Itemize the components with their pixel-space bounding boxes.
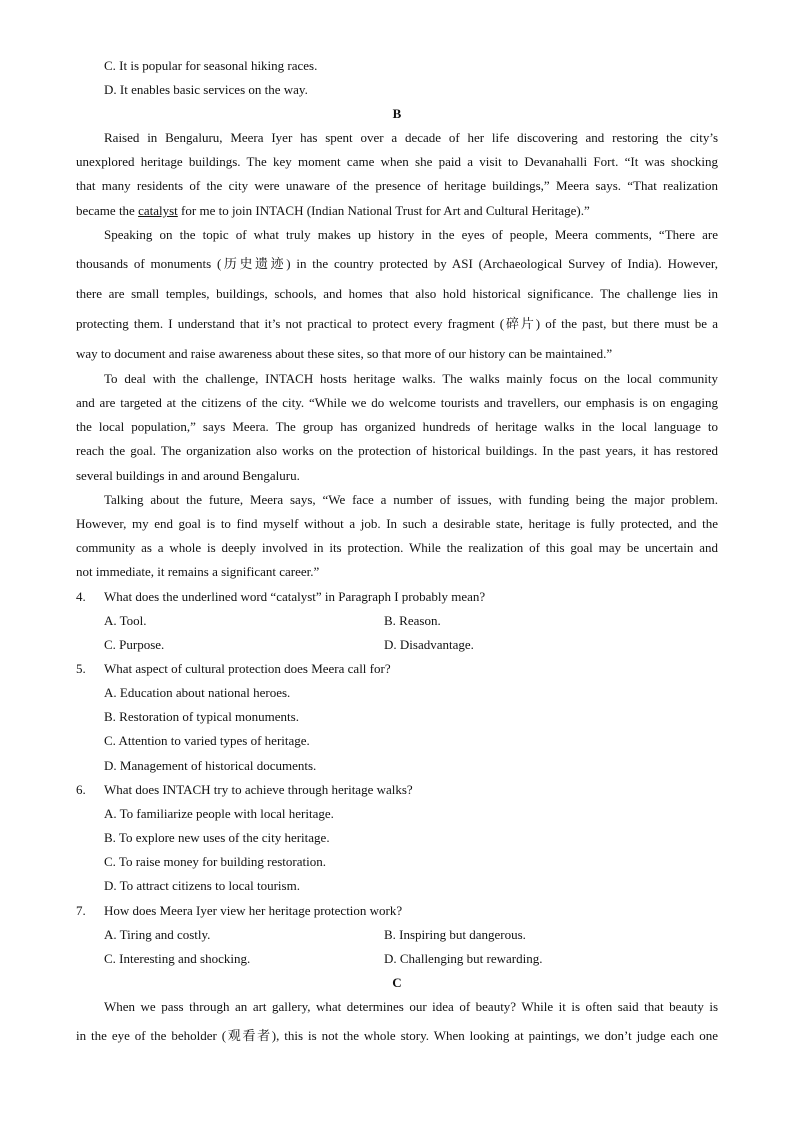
paragraph-3-line: reach the goal. The organization also works on the protection of historical buildings. In the past years, it has restored [76,443,718,458]
paragraph-2-line: protecting them. I understand that it’s not practical to protect every fragment (碎片) of the past, but there must be a [76,316,718,331]
answer-option-a: A. To familiarize people with local heritage. [104,806,334,821]
answer-option-b: B. Restoration of typical monuments. [104,709,299,724]
text-run: for me to join INTACH (Indian National Trust for Art and Cultural Heritage).” [177,203,590,218]
paragraph-1-line: unexplored heritage buildings. The key moment came when she paid a visit to Devanahalli Fort. “It was shocking [76,154,718,169]
answer-option-c: C. Interesting and shocking. [104,951,251,966]
section-heading-c: C [392,975,402,990]
answer-option-a: A. Tiring and costly. [104,927,211,942]
paragraph-2-line: thousands of monuments (历史遗迹) in the country protected by ASI (Archaeological Survey of India). However, [76,256,718,271]
answer-option-b: B. To explore new uses of the city heritage. [104,830,330,845]
question-number: 6. [76,782,86,797]
answer-option-d: D. Challenging but rewarding. [384,951,543,966]
question-text: What does INTACH try to achieve through heritage walks? [104,782,413,797]
question-number: 7. [76,903,86,918]
question-number: 5. [76,661,86,676]
paragraph-2-line: way to document and raise awareness about these sites, so that more of our history can be maintained.” [76,346,613,361]
paragraph-3-line: and are targeted at the citizens of the city. “While we do welcome tourists and travellers, our emphasis is on engaging [76,395,718,410]
answer-option-c: C. To raise money for building restoration. [104,854,326,869]
paragraph-4-line: not immediate, it remains a significant career.” [76,564,320,579]
answer-option-c: C. Purpose. [104,637,165,652]
paragraph-4-line: However, my end goal is to find myself without a job. In such a desirable state, heritage is fully protected, and the [76,516,718,531]
paragraph-3-line: several buildings in and around Bengaluru. [76,468,300,483]
question-text: How does Meera Iyer view her heritage protection work? [104,903,403,918]
paragraph-4-line: Talking about the future, Meera says, “We face a number of issues, with funding being the major problem. [104,492,718,507]
paragraph-1-line: Raised in Bengaluru, Meera Iyer has spent over a decade of her life discovering and restoring the city’s [104,130,718,145]
answer-option-d: D. Disadvantage. [384,637,474,652]
answer-option-b: B. Inspiring but dangerous. [384,927,526,942]
question-number: 4. [76,589,86,604]
option-c: C. It is popular for seasonal hiking races. [104,58,318,73]
paragraph-2-line: there are small temples, buildings, schools, and homes that also hold historical significance. The challenge lies in [76,286,718,301]
paragraph-4-line: community as a whole is deeply involved in its protection. While the realization of this goal may be uncertain and [76,540,718,555]
answer-option-c: C. Attention to varied types of heritage. [104,733,310,748]
answer-option-d: D. To attract citizens to local tourism. [104,878,300,893]
question-text: What aspect of cultural protection does Meera call for? [104,661,391,676]
answer-option-a: A. Tool. [104,613,147,628]
section-heading-b: B [392,106,402,121]
answer-option-b: B. Reason. [384,613,441,628]
paragraph-3-line: the local population,” says Meera. The group has organized hundreds of heritage walks in the local language to [76,419,718,434]
paragraph-c-line: When we pass through an art gallery, what determines our idea of beauty? While it is often said that beauty is [104,999,718,1014]
paragraph-1-line: that many residents of the city were unaware of the presence of heritage buildings,” Meera says. “That realization [76,178,718,193]
answer-option-d: D. Management of historical documents. [104,758,317,773]
underlined-word-catalyst: catalyst [138,203,178,218]
text-run: became the [76,203,139,218]
paragraph-3-line: To deal with the challenge, INTACH hosts heritage walks. The walks mainly focus on the local community [104,371,718,386]
answer-option-a: A. Education about national heroes. [104,685,291,700]
question-text: What does the underlined word “catalyst” in Paragraph I probably mean? [104,589,486,604]
paragraph-2-line: Speaking on the topic of what truly makes up history in the eyes of people, Meera comments, “There are [104,227,718,242]
option-d: D. It enables basic services on the way. [104,82,308,97]
paragraph-1-line [76,203,590,219]
paragraph-c-line: in the eye of the beholder (观看者), this is not the whole story. When looking at paintings, we don’t judge each one [76,1028,718,1043]
